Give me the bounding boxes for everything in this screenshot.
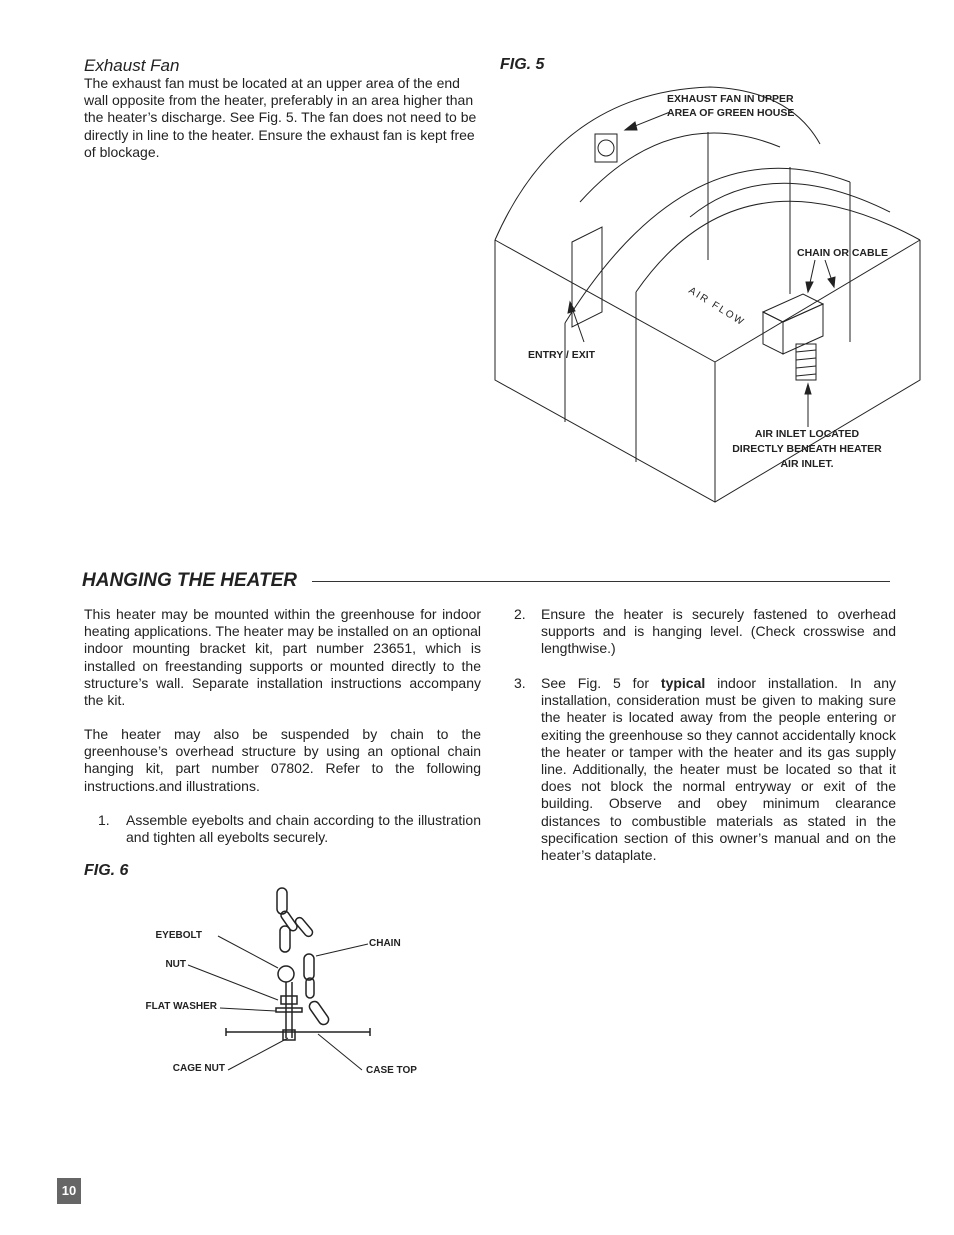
section-rule — [312, 581, 890, 582]
exhaust-must-emphasis: must — [188, 75, 219, 91]
fig5-inlet-label-line3: AIR INLET. — [780, 458, 834, 470]
step-3-text-end: indoor installation. In any installation, consideration must be given to making sure the heater is located away from the people entering or exiting the greenhouse so they cannot accidentally knock the heater or tamper with the heater and its gas supply line. Additionally, the heater must be located so that it does not block the normal entryway or exit of the building. Observe and obey minimum clearance distances to combustible materials as stated in the specification section of this owner’s manual and on the heater’s dataplate. — [541, 675, 896, 864]
exhaust-text-end: be located at an upper area of the end wall opposite from the heater, preferably in an area higher than the heater’s discharge. See Fig. 5. The fan does not need to be directly in line to the heater. Ensure the exhaust fan is kept free of blockage. — [84, 75, 477, 160]
fig6-case-top-label: CASE TOP — [366, 1065, 417, 1076]
hanging-paragraph-2: The heater may also be suspended by chain to the greenhouse’s overhead structure by using an optional chain hanging kit, part number 07802. Refer to the following instructions.and illustrations. — [84, 726, 481, 794]
fig5-title: FIG. 5 — [500, 56, 545, 73]
fig5-exhaust-label-line2: AREA OF GREEN HOUSE — [667, 107, 795, 119]
fig5-greenhouse-diagram — [490, 82, 930, 522]
fig6-title: FIG. 6 — [84, 862, 129, 879]
step-3-text — [541, 675, 896, 864]
step-1-text: Assemble eyebolts and chain according to the illustration and tighten all eyebolts securely. — [126, 812, 481, 846]
fig6-cage-nut-label: CAGE NUT — [172, 1063, 225, 1074]
step-3-number: 3. — [514, 675, 526, 691]
step-2-number: 2. — [514, 606, 526, 622]
fig5-entry-label: ENTRY / EXIT — [528, 349, 596, 361]
exhaust-fan-paragraph — [84, 75, 484, 161]
hanging-paragraph-1: This heater may be mounted within the greenhouse for indoor heating applications. The heater may be installed on an optional indoor mounting bracket kit, part number 23651, which is installed on freestanding supports or mounted directly to the structure’s wall. Separate installation instructions accompany the kit. — [84, 606, 481, 709]
fig5-airflow-label: AIR FLOW — [686, 285, 747, 329]
step-3-typical-emphasis: typical — [660, 675, 706, 691]
step-1 — [84, 812, 481, 846]
step-3-text-start: See Fig. 5 for — [541, 675, 661, 691]
step-2-text: Ensure the heater is securely fastened to overhead supports and is hanging level. (Check crosswise and lengthwise.) — [541, 606, 896, 657]
step-3 — [514, 675, 896, 864]
fig6-nut-label: NUT — [165, 959, 186, 970]
fig5-inlet-label-line2: DIRECTLY BENEATH HEATER — [732, 443, 882, 455]
fig6-flat-washer-label: FLAT WASHER — [145, 1001, 217, 1012]
fig6-chain-label: CHAIN — [369, 938, 401, 949]
fig5-exhaust-label-line1: EXHAUST FAN IN UPPER — [667, 93, 794, 105]
step-2 — [514, 606, 896, 658]
section-title: HANGING THE HEATER — [82, 570, 297, 591]
fig5-chain-label: CHAIN OR CABLE — [797, 247, 888, 259]
fig6-chain-diagram — [140, 880, 440, 1080]
exhaust-text-start: The exhaust fan — [84, 75, 189, 91]
step-1-number: 1. — [98, 812, 110, 828]
fig6-eyebolt-label: EYEBOLT — [155, 930, 202, 941]
fig5-inlet-label-line1: AIR INLET LOCATED — [754, 428, 860, 440]
exhaust-fan-heading: Exhaust Fan — [84, 56, 180, 75]
page-number: 10 — [57, 1178, 81, 1204]
